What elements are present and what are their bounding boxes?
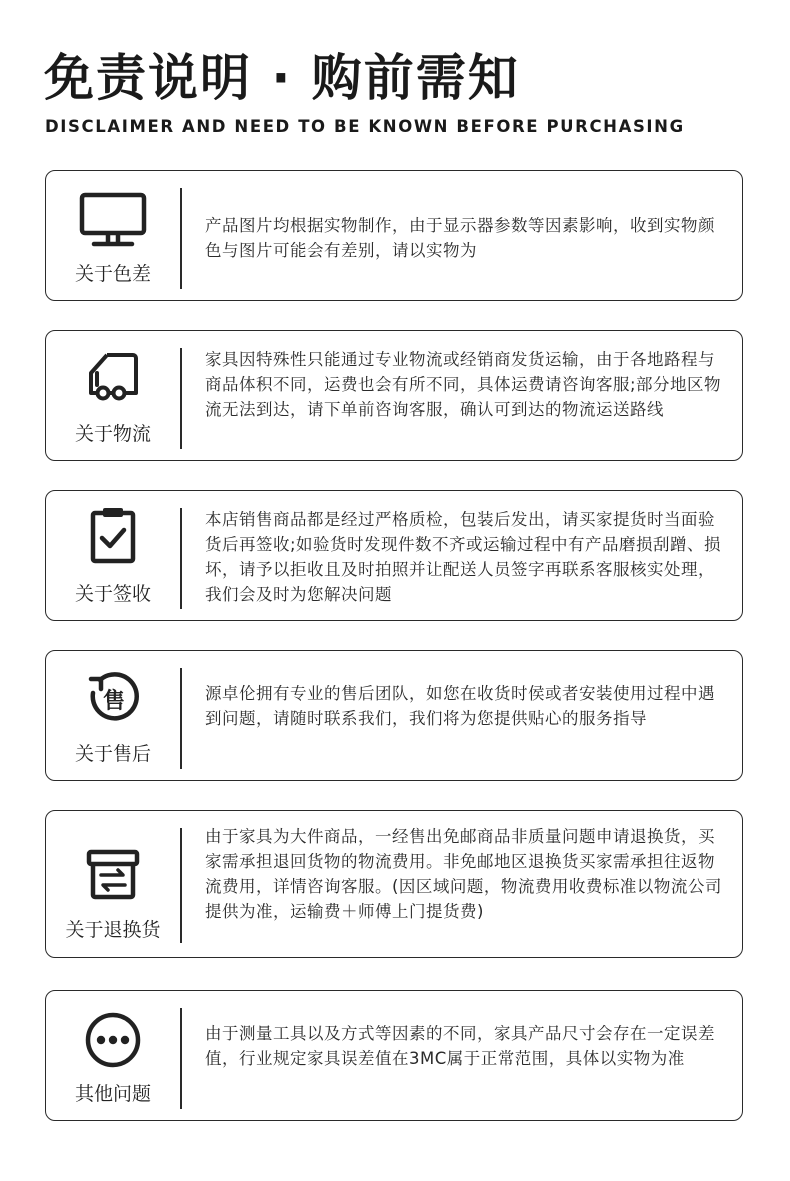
- page-title: 免责说明 · 购前需知: [44, 49, 520, 107]
- section-divider: [180, 828, 182, 943]
- section-divider: [180, 508, 182, 609]
- section-color-difference: [45, 170, 743, 301]
- section-label: 关于退换货: [65, 919, 161, 941]
- section-label: 关于售后: [74, 743, 151, 765]
- section-other: [45, 990, 743, 1121]
- section-text: 本店销售商品都是经过严格质检，包装后发出，请买家提货时当面验货后再签收;如验货时发现件数不齐或运输过程中有产品磨损刮蹭、损坏，请予以拒收且及时拍照并让配送人员签字再联系客服核实处理，我们会及时为您解决问题: [205, 510, 722, 604]
- return-exchange-box-icon: [85, 847, 141, 903]
- section-after-sales: [45, 650, 743, 781]
- section-divider: [180, 1008, 182, 1109]
- section-text: 产品图片均根据实物制作，由于显示器参数等因素影响，收到实物颜色与图片可能会有差别，请以实物为: [205, 216, 715, 260]
- section-signing: [45, 490, 743, 621]
- section-label: 关于色差: [74, 263, 151, 285]
- section-text: 家具因特殊性只能通过专业物流或经销商发货运输，由于各地路程与商品体积不同，运费也会有所不同，具体运费请咨询客服;部分地区物流无法到达，请下单前咨询客服，确认可到达的物流运送路线: [205, 350, 722, 419]
- page-subtitle: DISCLAIMER AND NEED TO BE KNOWN BEFORE PURCHASING: [45, 117, 685, 136]
- monitor-icon: [78, 191, 148, 249]
- after-sales-icon: [84, 670, 142, 728]
- after-sales-icon-glyph: 售: [102, 689, 126, 714]
- section-divider: [180, 668, 182, 769]
- section-divider: [180, 348, 182, 449]
- clipboard-check-icon: [88, 505, 138, 565]
- section-divider: [180, 188, 182, 289]
- section-label: 关于签收: [74, 583, 151, 605]
- section-returns: [45, 810, 743, 958]
- section-text: 由于测量工具以及方式等因素的不同，家具产品尺寸会存在一定误差值，行业规定家具误差值在3MC属于正常范围，具体以实物为准: [205, 1024, 715, 1068]
- section-text: 由于家具为大件商品，一经售出免邮商品非质量问题申请退换货，买家需承担退回货物的物流费用。非免邮地区退换货买家需承担往返物流费用，详情咨询客服。(因区域问题，物流费用收费标准以物流公司提供为准，运输费＋师傅上门提货费): [205, 827, 722, 921]
- more-dots-icon: [84, 1011, 142, 1069]
- section-label: 关于物流: [74, 423, 151, 445]
- delivery-truck-icon: [83, 349, 143, 403]
- section-label: 其他问题: [74, 1083, 151, 1105]
- section-text: 源卓伦拥有专业的售后团队，如您在收货时侯或者安装使用过程中遇到问题，请随时联系我们，我们将为您提供贴心的服务指导: [205, 684, 715, 728]
- section-logistics: [45, 330, 743, 461]
